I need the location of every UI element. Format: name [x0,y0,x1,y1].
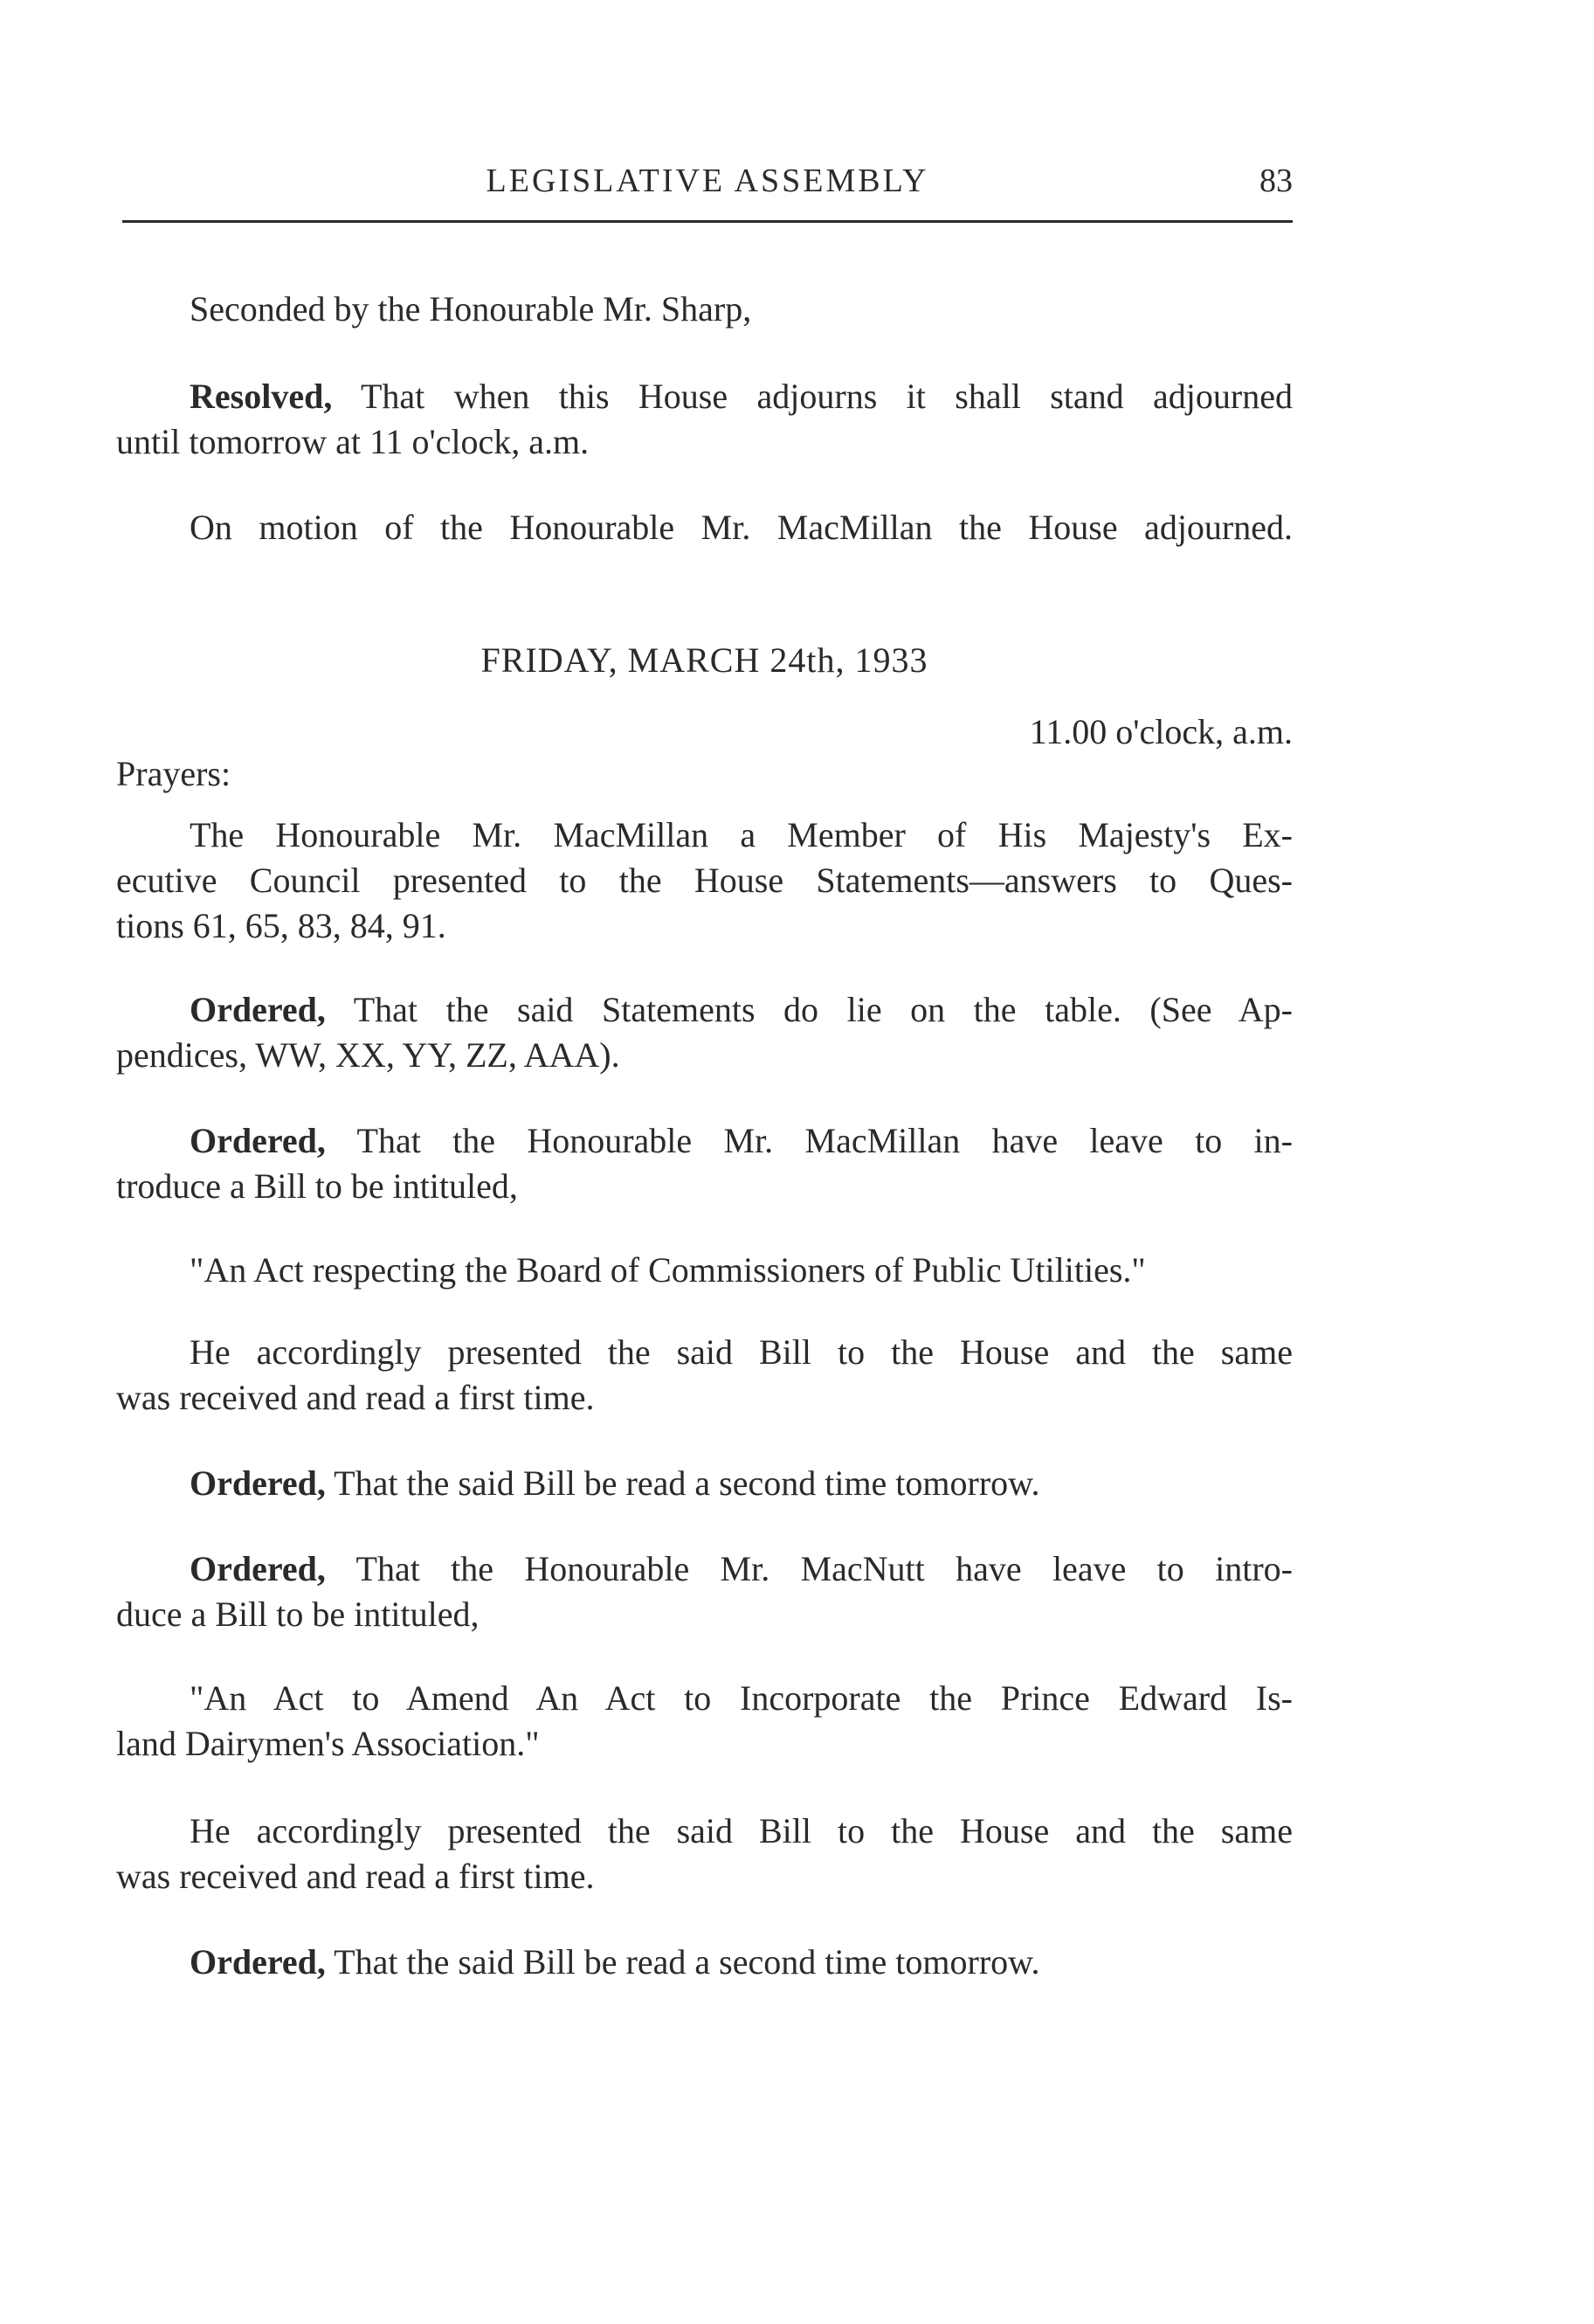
text-line [190,987,1293,1033]
text-span: That the said Bill be read a second time tomorrow. [325,1942,1040,1982]
prayers-text: Prayers: [116,754,231,793]
text-span: That the Honourable Mr. MacNutt have leave to intro- [325,1549,1293,1588]
text-line: "An Act respecting the Board of Commissioners of Public Utilities." [190,1250,1146,1290]
text-span: That when this House adjourns it shall stand adjourned [332,377,1293,416]
text-line [190,1940,1293,1985]
text-line: tions 61, 65, 83, 84, 91. [116,906,446,945]
ordered-lead: Ordered, [190,1942,326,1982]
text-line: ecutive Council presented to the House Statements—answers to Ques- [116,861,1293,900]
text-line: He accordingly presented the said Bill to the House and the same [190,1811,1293,1850]
text-line [190,1546,1293,1592]
resolved-lead: Resolved, [190,377,333,416]
text-span: That the said Bill be read a second time tomorrow. [325,1463,1040,1503]
ordered-lead: Ordered, [190,1121,326,1160]
text-line: until tomorrow at 11 o'clock, a.m. [116,422,590,461]
text-line: He accordingly presented the said Bill to the House and the same [190,1332,1293,1372]
ordered-lead: Ordered, [190,1549,326,1588]
text-line: was received and read a first time. [116,1378,595,1417]
text-span: That the Honourable Mr. MacMillan have leave to in- [325,1121,1293,1160]
text-line [190,1461,1293,1506]
time-text: 11.00 o'clock, a.m. [1029,712,1293,751]
text-line: On motion of the Honourable Mr. MacMillan the House adjourned. [190,508,1293,547]
text-line: The Honourable Mr. MacMillan a Member of His Majesty's Ex- [190,815,1293,854]
text-line: pendices, WW, XX, YY, ZZ, AAA). [116,1035,620,1075]
ordered-lead: Ordered, [190,1463,326,1503]
text-line [190,374,1293,419]
text-line: Seconded by the Honourable Mr. Sharp, [190,289,752,329]
date-heading-text: FRIDAY, MARCH 24th, 1933 [480,640,928,680]
ordered-lead: Ordered, [190,990,326,1029]
text-span: That the said Statements do lie on the table. (See Ap- [325,990,1293,1029]
page-number: 83 [1259,163,1293,199]
text-line: was received and read a first time. [116,1857,595,1896]
text-line: duce a Bill to be intituled, [116,1594,480,1634]
text-line: "An Act to Amend An Act to Incorporate the Prince Edward Is- [190,1678,1293,1718]
text-line [190,1118,1293,1164]
header-title: LEGISLATIVE ASSEMBLY [486,163,929,199]
text-line: land Dairymen's Association." [116,1724,540,1763]
header-rule [122,220,1293,223]
text-line: troduce a Bill to be intituled, [116,1166,518,1206]
running-header [122,159,1293,220]
